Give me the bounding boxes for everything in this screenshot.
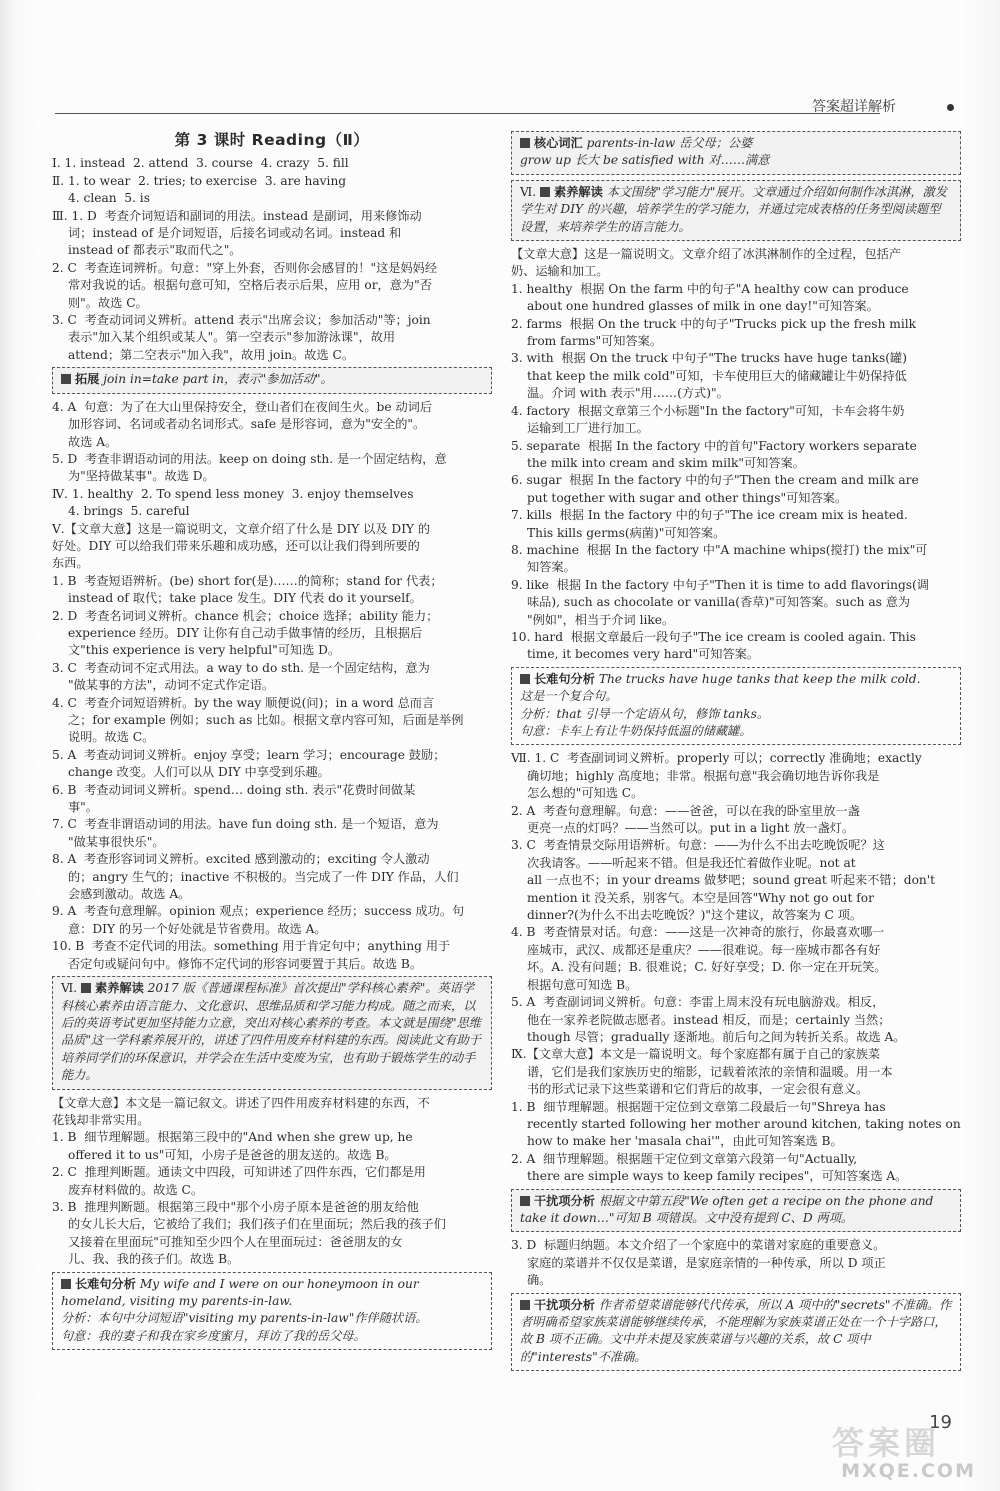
text-line: 1. B 考查短语辨析。(be) short for(是)……的简称；stand for 代表； xyxy=(52,573,443,588)
text-line: 5. A 考查动词词义辨析。enjoy 享受；learn 学习；encourage 鼓励； xyxy=(52,747,446,762)
text-line: 之；for example 例如；such as 比如。根据文章内容可知，后面是举例 xyxy=(68,713,464,727)
text-line: 10. B 考查不定代词的用法。something 用于肯定句中；anything 用于 xyxy=(52,939,451,954)
box-marker-icon xyxy=(520,674,530,684)
text-line: 废弃材料做的。故选 C。 xyxy=(68,1182,204,1197)
text-line: 9. A 考查句意理解。opinion 观点；experience 经历；success 成功。句 xyxy=(52,904,465,919)
text-line: 8. machine 根据 In the factory 中"A machine whips(搅打) the mix"可 xyxy=(511,542,928,557)
text-line: the milk into cream and skim milk"可知答案。 xyxy=(527,455,805,470)
text-line: 2. C 推理判断题。通读文中四段，可知讲述了四件东西，它们都是用 xyxy=(52,1165,426,1180)
text-line: 谱，它们是我们家族历史的缩影，记载着浓浓的亲情和温暖。用一本 xyxy=(527,1064,893,1079)
text-line: 【文章大意】本文是一篇记叙文。讲述了四件用废弃材料建的东西，不 xyxy=(52,1095,430,1110)
note-text: 根据文中第五段"We often get a recipe on the phone and take it down…"可知 B 项错误。文中没有提到 C、D 两项。 xyxy=(520,1193,934,1225)
text-line: 温。介词 with 表示"用……(方式)"。 xyxy=(527,386,729,401)
text-line: from farms"可知答案。 xyxy=(527,334,663,349)
note-box xyxy=(52,367,492,393)
note-text: parents-in-law 岳父母；公婆 xyxy=(586,136,753,150)
text-line: how to make her 'masala chai'"，由此可知答案选 B。 xyxy=(527,1134,843,1149)
text-line: instead of 取代；take place 发生。DIY 代表 do it yourself。 xyxy=(68,591,422,606)
page-number: 19 xyxy=(929,1412,952,1433)
text-line: 次我请客。——听起来不错。但是我还忙着做作业呢。not at xyxy=(527,855,856,870)
text-line: put together with sugar and other things"可知答案。 xyxy=(527,490,848,505)
note-text: The trucks have huge tanks that keep the milk cold. xyxy=(598,671,921,686)
text-line: 奶、运输和加工。 xyxy=(511,264,609,279)
text-line: 2. D 考查名词词义辨析。chance 机会；choice 选择；ability 能力； xyxy=(52,608,439,623)
note-line: 句意：卡车上有让牛奶保持低温的储藏罐。 xyxy=(520,724,752,738)
note-tag: 干扰项分析 xyxy=(534,1297,595,1312)
left-body xyxy=(52,155,492,1350)
watermark-url: MXQE.COM xyxy=(841,1460,976,1482)
text-line: 怎么想的"可知选 C。 xyxy=(527,786,644,801)
text-line: attend；第二空表示"加入我"，故用 join。故选 C。 xyxy=(68,347,355,362)
text-line: 2. A 考查句意理解。句意：——爸爸，可以在我的卧室里放一盏 xyxy=(511,803,860,818)
text-line: 5. separate 根据 In the factory 中的首句"Factory workers separate xyxy=(511,438,917,453)
note-tag: 长难句分析 xyxy=(534,671,595,686)
note-line: 分析：that 引导一个定语从句，修饰 tanks。 xyxy=(520,706,770,721)
text-line: 儿、我、我的孩子们。故选 B。 xyxy=(68,1252,240,1267)
box-marker-icon xyxy=(61,1279,71,1289)
note-tag: 核心词汇 xyxy=(534,136,583,150)
text-line: 花钱却非常实用。 xyxy=(52,1112,150,1127)
text-line: 更亮一点的灯吗？——当然可以。put in a light 放一盏灯。 xyxy=(527,821,855,836)
text-line: 3. C 考查动词不定式用法。a way to do sth. 是一个固定结构，意为 xyxy=(52,660,430,675)
text-line: change 改变。人们可以从 DIY 中享受到乐趣。 xyxy=(68,765,330,780)
text-line: 8. A 考查形容词词义辨析。excited 感到激动的；exciting 令人激动 xyxy=(52,852,430,867)
note-tag: 拓展 xyxy=(75,372,100,387)
note-tag: 长难句分析 xyxy=(75,1276,136,1291)
right-column xyxy=(511,128,961,1376)
text-line: 4. A 句意：为了在大山里保持安全，登山者们在夜间生火。be 动词后 xyxy=(52,399,433,414)
text-line: 6. B 考查动词词义辨析。spend… doing sth. 表示"花费时间做某 xyxy=(52,782,416,797)
text-line: 2. farms 根据 On the truck 中的句子"Trucks pick up the fresh milk xyxy=(511,316,917,331)
text-line: 3. with 根据 On the truck 中句子"The trucks have huge tanks(罐) xyxy=(511,351,907,366)
text-line: Ⅶ. 1. C 考查副词词义辨析。properly 可以；correctly 准确地；exactly xyxy=(511,751,922,766)
text-line: about one hundred glasses of milk in one day!"可知答案。 xyxy=(527,299,879,314)
text-line: 家庭的菜谱并不仅仅是菜谱，是家庭亲情的一种传承，所以 D 项正 xyxy=(527,1255,886,1270)
text-line: 1. B 细节理解题。根据题干定位到文章第二段最后一句"Shreya has xyxy=(511,1099,886,1114)
text-line: 他在一家养老院做志愿者。instead 相反，而是；certainly 当然； xyxy=(527,1012,891,1027)
text-line: 否定句或疑问句中。修饰不定代词的形容词要置于其后。故选 B。 xyxy=(68,956,423,971)
text-line: 4. brings 5. careful xyxy=(68,504,190,519)
text-line: 坏。A. 没有问题；B. 很难说；C. 好好享受；D. 你一定在开玩笑。 xyxy=(527,960,887,975)
note-line: 句意：我的妻子和我在家乡度蜜月，拜访了我的岳父母。 xyxy=(61,1328,366,1343)
text-line: Ⅸ.【文章大意】本文是一篇说明文。每个家庭都有属于自己的家族菜 xyxy=(511,1047,881,1062)
note-line: 这是一个复合句。 xyxy=(520,689,618,704)
text-line: 3. D 标题归纳题。本文介绍了一个家庭中的菜谱对家庭的重要意义。 xyxy=(511,1238,886,1253)
text-line: 5. A 考查副词词义辨析。句意：李雷上周末没有玩电脑游戏。相反， xyxy=(511,995,885,1010)
note-text: 2017 版《普通课程标准》首次提出"学科核心素养"。英语学科核心素养由语言能力、文化意识、思维品质和学习能力构成。随之而来，以后的英语考试更加坚持能力立意，突出对核心素养的考查。本文就是围绕"思维品质"这一学科素养展开的，讲述了四件用废弃材料建的东西。阅读此文有助于培养同学们的环保意识，并学会在生活中变废为宝，也有助于锻炼学生的动手能力。 xyxy=(61,981,481,1083)
text-line: 确切地；highly 高度地；非常。根据句意"我会确切地告诉你我是 xyxy=(527,768,880,783)
note-box xyxy=(52,1272,492,1351)
box-marker-icon xyxy=(520,1300,530,1310)
header-dot-icon xyxy=(947,104,954,111)
note-box xyxy=(511,131,961,175)
box-marker-icon xyxy=(61,374,71,384)
text-line: 3. B 推理判断题。根据第三段中"那个小房子原本是爸爸的朋友给他 xyxy=(52,1199,419,1214)
text-line: there are simple ways to keep family recipes"，可知答案选 A。 xyxy=(527,1169,908,1184)
text-line: 好处。DIY 可以给我们带来乐趣和成功感，还可以让我们得到所要的 xyxy=(52,538,420,553)
text-line: 【文章大意】这是一篇说明文。文章介绍了冰淇淋制作的全过程，包括产 xyxy=(511,247,901,262)
section-number: Ⅵ. xyxy=(520,184,541,199)
text-line: 运输到工厂进行加工。 xyxy=(527,421,649,436)
text-line: Ⅱ. 1. to wear 2. tries; to exercise 3. are having xyxy=(52,173,347,188)
section-number: Ⅵ. xyxy=(61,981,82,996)
text-line: 9. like 根据 In the factory 中句子"Then it is time to add flavorings(调 xyxy=(511,577,929,592)
text-line: 5. D 考查非谓语动词的用法。keep on doing sth. 是一个固定结构，意 xyxy=(52,451,447,466)
box-marker-icon xyxy=(540,187,550,197)
text-line: 2. C 考查连词辨析。句意："穿上外套，否则你会感冒的！"这是妈妈经 xyxy=(52,260,438,275)
text-line: Ⅴ.【文章大意】这是一篇说明文，文章介绍了什么是 DIY 以及 DIY 的 xyxy=(52,521,431,536)
text-line: experience 经历。DIY 让你有自己动手做事情的经历，且根据后 xyxy=(68,625,423,640)
text-line: 4. factory 根据文章第三个小标题"In the factory"可知，卡车会将牛奶 xyxy=(511,403,905,418)
note-line: 分析：本句中分词短语"visiting my parents-in-law"作伴随状语。 xyxy=(61,1311,428,1326)
text-line: 4. clean 5. is xyxy=(68,191,150,206)
text-line: 的；angry 生气的；inactive 不积极的。当完成了一件 DIY 作品，人们 xyxy=(68,869,459,884)
text-line: 词；instead of 是介词短语，后接名词或动名词。instead 和 xyxy=(68,226,402,241)
text-line: 4. C 考查介词短语辨析。by the way 顺便说(问)；in a word 总而言 xyxy=(52,695,435,710)
text-line: 表示"加入某个组织或某人"。第一空表示"参加游泳课"，故用 xyxy=(68,330,396,345)
text-line: 4. B 考查情景对话。句意：——这是一次神奇的旅行，你最喜欢哪一 xyxy=(511,925,885,940)
text-line: "做某事很快乐"。 xyxy=(68,834,165,849)
text-line: 说明。故选 C。 xyxy=(68,730,155,745)
left-column xyxy=(52,128,492,1355)
text-line: 知答案。 xyxy=(527,560,576,575)
text-line: 书的形式记录下这些菜谱和它们背后的故事，一定会很有意义。 xyxy=(527,1082,869,1097)
text-line: 3. C 考查情景交际用语辨析。句意：——为什么不出去吃晚饭呢？这 xyxy=(511,838,885,853)
text-line: recently started following her mother around kitchen, taking notes on xyxy=(527,1116,961,1131)
text-line: 加形容词、名词或者动名词形式。safe 是形容词，意为"安全的"。 xyxy=(68,417,426,432)
text-line: 东西。 xyxy=(52,556,89,571)
text-line: offered it to us"可知，小房子是爸爸的朋友送的。故选 B。 xyxy=(68,1147,397,1162)
text-line: all 一点也不；in your dreams 做梦吧；sound great 听起来不错；don't xyxy=(527,873,936,888)
text-line: 10. hard 根据文章最后一段句子"The ice cream is cooled again. This xyxy=(511,629,916,644)
text-line: This kills germs(病菌)"可知答案。 xyxy=(527,525,726,540)
text-line: 故选 A。 xyxy=(68,434,118,449)
text-line: 的女儿长大后，它被给了我们；我们孩子们在里面玩；然后我的孩子们 xyxy=(68,1217,446,1232)
text-line: 会感到激动。故选 A。 xyxy=(68,887,191,902)
note-box xyxy=(511,1189,961,1233)
header-rule xyxy=(55,113,880,114)
note-box xyxy=(52,976,492,1089)
text-line: "例如"，相当于介词 like。 xyxy=(527,612,675,627)
box-marker-icon xyxy=(520,1196,530,1206)
note-tag: 干扰项分析 xyxy=(534,1193,595,1208)
text-line: 常对我说的话。根据句意可知，空格后表示后果，应用 or，意为"否 xyxy=(68,278,432,293)
text-line: 事"。 xyxy=(68,800,98,815)
note-text: My wife and I were on our honeymoon in our homeland, visiting my parents-in-law. xyxy=(61,1276,419,1308)
note-tag: 素养解读 xyxy=(95,981,144,996)
note-line: grow up 长大 be satisfied with 对……满意 xyxy=(520,153,770,168)
text-line: mention it 没关系，别客气。本空是回答"Why not go out for xyxy=(527,890,874,905)
watermark-logo: 答案圈 xyxy=(831,1424,940,1462)
note-text: 本文围绕"学习能力"展开。文章通过介绍如何制作冰淇淋，激发学生对 DIY 的兴趣，培养学生的学习能力，并通过完成表格的任务型阅读题型设置，来培养学生的语言能力。 xyxy=(520,184,947,234)
text-line: 3. C 考查动词词义辨析。attend 表示"出席会议；参加活动"等；join xyxy=(52,313,431,328)
header-tab: 答案超详解析 xyxy=(812,99,896,115)
text-line: "做某事的方法"，动词不定式作定语。 xyxy=(68,678,275,693)
text-line: dinner?(为什么不出去吃晚饭？)"这个建议，故答案为 C 项。 xyxy=(527,908,863,923)
text-line: instead of 都表示"取而代之"。 xyxy=(68,243,242,258)
text-line: 2. A 细节理解题。根据题干定位到文章第六段第一句"Actually, xyxy=(511,1151,858,1166)
text-line: 1. healthy 根据 On the farm 中的句子"A healthy cow can produce xyxy=(511,281,909,296)
text-line: though 尽管；gradually 逐渐地。前后句之间为转折关系。故选 A。 xyxy=(527,1029,906,1044)
text-line: 意：DIY 的另一个好处就是节省费用。故选 A。 xyxy=(68,921,327,936)
text-line: 1. B 细节理解题。根据第三段中的"And when she grew up, he xyxy=(52,1130,413,1145)
text-line: 7. kills 根据 In the factory 中的句子"The ice cream mix is heated. xyxy=(511,508,908,523)
note-box xyxy=(511,667,961,746)
note-text: 作者希望菜谱能够代代传承，所以 A 项中的"secrets"不准确。作者明确希望家族菜谱能够继续传承，不能理解为家族菜谱正处在一个十字路口，故 B 项不正确。文中并未提及家族菜谱与兴趣的关系，故 C 项中的"interests"不准确。 xyxy=(520,1297,952,1364)
text-line: 确。 xyxy=(527,1273,552,1288)
note-tag: 素养解读 xyxy=(554,184,603,199)
text-line: 味品), such as chocolate or vanilla(香草)"可知答案。such as 意为 xyxy=(527,595,911,610)
text-line: Ⅰ. 1. instead 2. attend 3. course 4. crazy 5. fill xyxy=(52,156,349,171)
text-line: that keep the milk cold"可知，卡车使用巨大的储藏罐让牛奶保持低 xyxy=(527,368,907,383)
text-line: 又接着在里面玩"可推知至少四个人在里面玩过：爸爸朋友的女 xyxy=(68,1234,403,1249)
right-body xyxy=(511,131,961,1371)
text-line: 根据句意可知选 B。 xyxy=(527,977,638,992)
note-box xyxy=(511,1293,961,1372)
text-line: 7. C 考查非谓语动词的用法。have fun doing sth. 是一个短语，意为 xyxy=(52,817,439,832)
note-text: join in=take part in，表示"参加活动"。 xyxy=(103,372,333,387)
text-line: 为"坚持做某事"。故选 D。 xyxy=(68,469,215,484)
text-line: Ⅲ. 1. D 考查介词短语和副词的用法。instead 是副词，用来修饰动 xyxy=(52,208,422,223)
text-line: 则"。故选 C。 xyxy=(68,295,148,310)
box-marker-icon xyxy=(520,138,530,148)
text-line: 座城市，武汉、成都还是重庆？——很难说。每一座城市都各有好 xyxy=(527,942,881,957)
text-line: time, it becomes very hard"可知答案。 xyxy=(527,647,760,662)
text-line: 文"this experience is very helpful"可知选 D。 xyxy=(68,643,341,658)
lesson-title: 第 3 课时 Reading（Ⅱ） xyxy=(174,131,370,149)
text-line: 6. sugar 根据 In the factory 中的句子"Then the cream and milk are xyxy=(511,473,919,488)
text-line: Ⅳ. 1. healthy 2. To spend less money 3. enjoy themselves xyxy=(52,486,414,501)
note-box xyxy=(511,180,961,241)
box-marker-icon xyxy=(81,983,91,993)
